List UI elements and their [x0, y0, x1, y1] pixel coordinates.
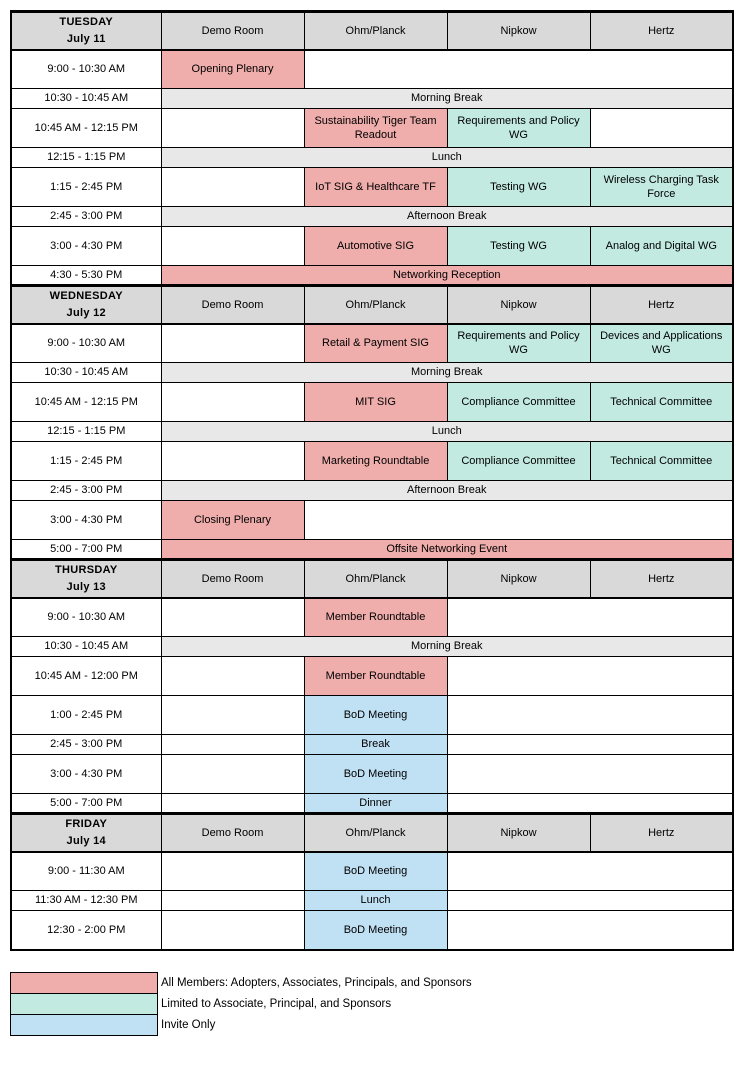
event-cell: MIT SIG	[304, 383, 447, 422]
time-cell: 1:00 - 2:45 PM	[11, 696, 161, 735]
event-cell: Wireless Charging Task Force	[590, 168, 733, 207]
room-header-cell: Nipkow	[447, 286, 590, 324]
empty-cell	[161, 891, 304, 911]
empty-cell	[161, 696, 304, 735]
room-header-cell: Hertz	[590, 286, 733, 324]
event-cell: Compliance Committee	[447, 442, 590, 481]
event-cell: Morning Break	[161, 637, 733, 657]
event-cell: Lunch	[161, 422, 733, 442]
empty-cell	[447, 657, 733, 696]
event-cell: Afternoon Break	[161, 481, 733, 501]
event-cell: BoD Meeting	[304, 911, 447, 950]
empty-cell	[161, 324, 304, 363]
event-cell: BoD Meeting	[304, 696, 447, 735]
room-header-cell: Demo Room	[161, 12, 304, 50]
time-cell: 3:00 - 4:30 PM	[11, 755, 161, 794]
event-cell: Networking Reception	[161, 266, 733, 286]
day-date: July 11	[66, 32, 106, 45]
empty-cell	[304, 50, 733, 89]
room-header-cell: Demo Room	[161, 286, 304, 324]
day-header-cell	[11, 560, 161, 598]
time-cell: 1:15 - 2:45 PM	[11, 168, 161, 207]
time-cell: 9:00 - 10:30 AM	[11, 50, 161, 89]
room-header-cell: Hertz	[590, 560, 733, 598]
empty-cell	[447, 755, 733, 794]
time-cell: 3:00 - 4:30 PM	[11, 227, 161, 266]
time-cell: 10:45 AM - 12:15 PM	[11, 383, 161, 422]
legend-item	[10, 972, 472, 994]
day-header-cell	[11, 12, 161, 50]
day-header-cell	[11, 286, 161, 324]
legend	[10, 972, 472, 1036]
event-cell: Member Roundtable	[304, 598, 447, 637]
time-cell: 2:45 - 3:00 PM	[11, 735, 161, 755]
event-cell: Technical Committee	[590, 442, 733, 481]
schedule-table	[10, 10, 734, 951]
time-cell: 9:00 - 10:30 AM	[11, 324, 161, 363]
legend-swatch	[10, 1014, 158, 1036]
legend-label: Limited to Associate, Principal, and Sponsors	[161, 998, 392, 1010]
event-cell: Automotive SIG	[304, 227, 447, 266]
day-date: July 12	[66, 306, 106, 319]
empty-cell	[447, 696, 733, 735]
event-cell: Sustainability Tiger Team Readout	[304, 109, 447, 148]
empty-cell	[161, 852, 304, 891]
empty-cell	[161, 109, 304, 148]
time-cell: 10:30 - 10:45 AM	[11, 637, 161, 657]
empty-cell	[161, 794, 304, 814]
time-cell: 9:00 - 11:30 AM	[11, 852, 161, 891]
event-cell: Lunch	[161, 148, 733, 168]
event-cell: Retail & Payment SIG	[304, 324, 447, 363]
event-cell: BoD Meeting	[304, 852, 447, 891]
room-header-cell: Demo Room	[161, 560, 304, 598]
schedule-body	[11, 12, 733, 950]
time-cell: 10:30 - 10:45 AM	[11, 363, 161, 383]
legend-item	[10, 993, 472, 1015]
event-cell: IoT SIG & Healthcare TF	[304, 168, 447, 207]
day-name: TUESDAY	[59, 16, 114, 29]
empty-cell	[161, 168, 304, 207]
empty-cell	[161, 657, 304, 696]
room-header-cell: Ohm/Planck	[304, 814, 447, 852]
empty-cell	[161, 735, 304, 755]
room-header-cell: Hertz	[590, 12, 733, 50]
event-cell: Analog and Digital WG	[590, 227, 733, 266]
room-header-cell: Nipkow	[447, 814, 590, 852]
time-cell: 10:30 - 10:45 AM	[11, 89, 161, 109]
legend-item	[10, 1014, 472, 1036]
empty-cell	[161, 442, 304, 481]
time-cell: 2:45 - 3:00 PM	[11, 481, 161, 501]
time-cell: 12:15 - 1:15 PM	[11, 422, 161, 442]
empty-cell	[447, 911, 733, 950]
event-cell: Devices and Applications WG	[590, 324, 733, 363]
time-cell: 11:30 AM - 12:30 PM	[11, 891, 161, 911]
time-cell: 4:30 - 5:30 PM	[11, 266, 161, 286]
event-cell: Lunch	[304, 891, 447, 911]
empty-cell	[304, 501, 733, 540]
event-cell: Offsite Networking Event	[161, 540, 733, 560]
day-name: WEDNESDAY	[49, 290, 123, 303]
legend-label: All Members: Adopters, Associates, Principals, and Sponsors	[161, 977, 472, 989]
empty-cell	[161, 911, 304, 950]
event-cell: Compliance Committee	[447, 383, 590, 422]
empty-cell	[447, 598, 733, 637]
event-cell: Testing WG	[447, 168, 590, 207]
event-cell: Dinner	[304, 794, 447, 814]
time-cell: 3:00 - 4:30 PM	[11, 501, 161, 540]
legend-label: Invite Only	[161, 1019, 216, 1031]
empty-cell	[447, 852, 733, 891]
empty-cell	[447, 891, 733, 911]
event-cell: Marketing Roundtable	[304, 442, 447, 481]
event-cell: Member Roundtable	[304, 657, 447, 696]
time-cell: 5:00 - 7:00 PM	[11, 540, 161, 560]
day-header-cell	[11, 814, 161, 852]
day-date: July 13	[66, 580, 106, 593]
time-cell: 12:30 - 2:00 PM	[11, 911, 161, 950]
time-cell: 5:00 - 7:00 PM	[11, 794, 161, 814]
room-header-cell: Ohm/Planck	[304, 12, 447, 50]
empty-cell	[590, 109, 733, 148]
empty-cell	[161, 227, 304, 266]
time-cell: 1:15 - 2:45 PM	[11, 442, 161, 481]
event-cell: Morning Break	[161, 363, 733, 383]
time-cell: 10:45 AM - 12:15 PM	[11, 109, 161, 148]
room-header-cell: Nipkow	[447, 12, 590, 50]
room-header-cell: Nipkow	[447, 560, 590, 598]
event-cell: Technical Committee	[590, 383, 733, 422]
event-cell: Requirements and Policy WG	[447, 109, 590, 148]
room-header-cell: Ohm/Planck	[304, 286, 447, 324]
empty-cell	[161, 755, 304, 794]
time-cell: 12:15 - 1:15 PM	[11, 148, 161, 168]
empty-cell	[447, 735, 733, 755]
empty-cell	[447, 794, 733, 814]
room-header-cell: Ohm/Planck	[304, 560, 447, 598]
day-name: FRIDAY	[65, 818, 108, 831]
day-date: July 14	[66, 834, 106, 847]
room-header-cell: Hertz	[590, 814, 733, 852]
event-cell: Testing WG	[447, 227, 590, 266]
time-cell: 10:45 AM - 12:00 PM	[11, 657, 161, 696]
event-cell: BoD Meeting	[304, 755, 447, 794]
event-cell: Opening Plenary	[161, 50, 304, 89]
event-cell: Morning Break	[161, 89, 733, 109]
empty-cell	[161, 383, 304, 422]
empty-cell	[161, 598, 304, 637]
event-cell: Requirements and Policy WG	[447, 324, 590, 363]
day-name: THURSDAY	[54, 564, 118, 577]
event-cell: Break	[304, 735, 447, 755]
event-cell: Afternoon Break	[161, 207, 733, 227]
legend-swatch	[10, 993, 158, 1015]
event-cell: Closing Plenary	[161, 501, 304, 540]
room-header-cell: Demo Room	[161, 814, 304, 852]
time-cell: 9:00 - 10:30 AM	[11, 598, 161, 637]
time-cell: 2:45 - 3:00 PM	[11, 207, 161, 227]
legend-swatch	[10, 972, 158, 994]
